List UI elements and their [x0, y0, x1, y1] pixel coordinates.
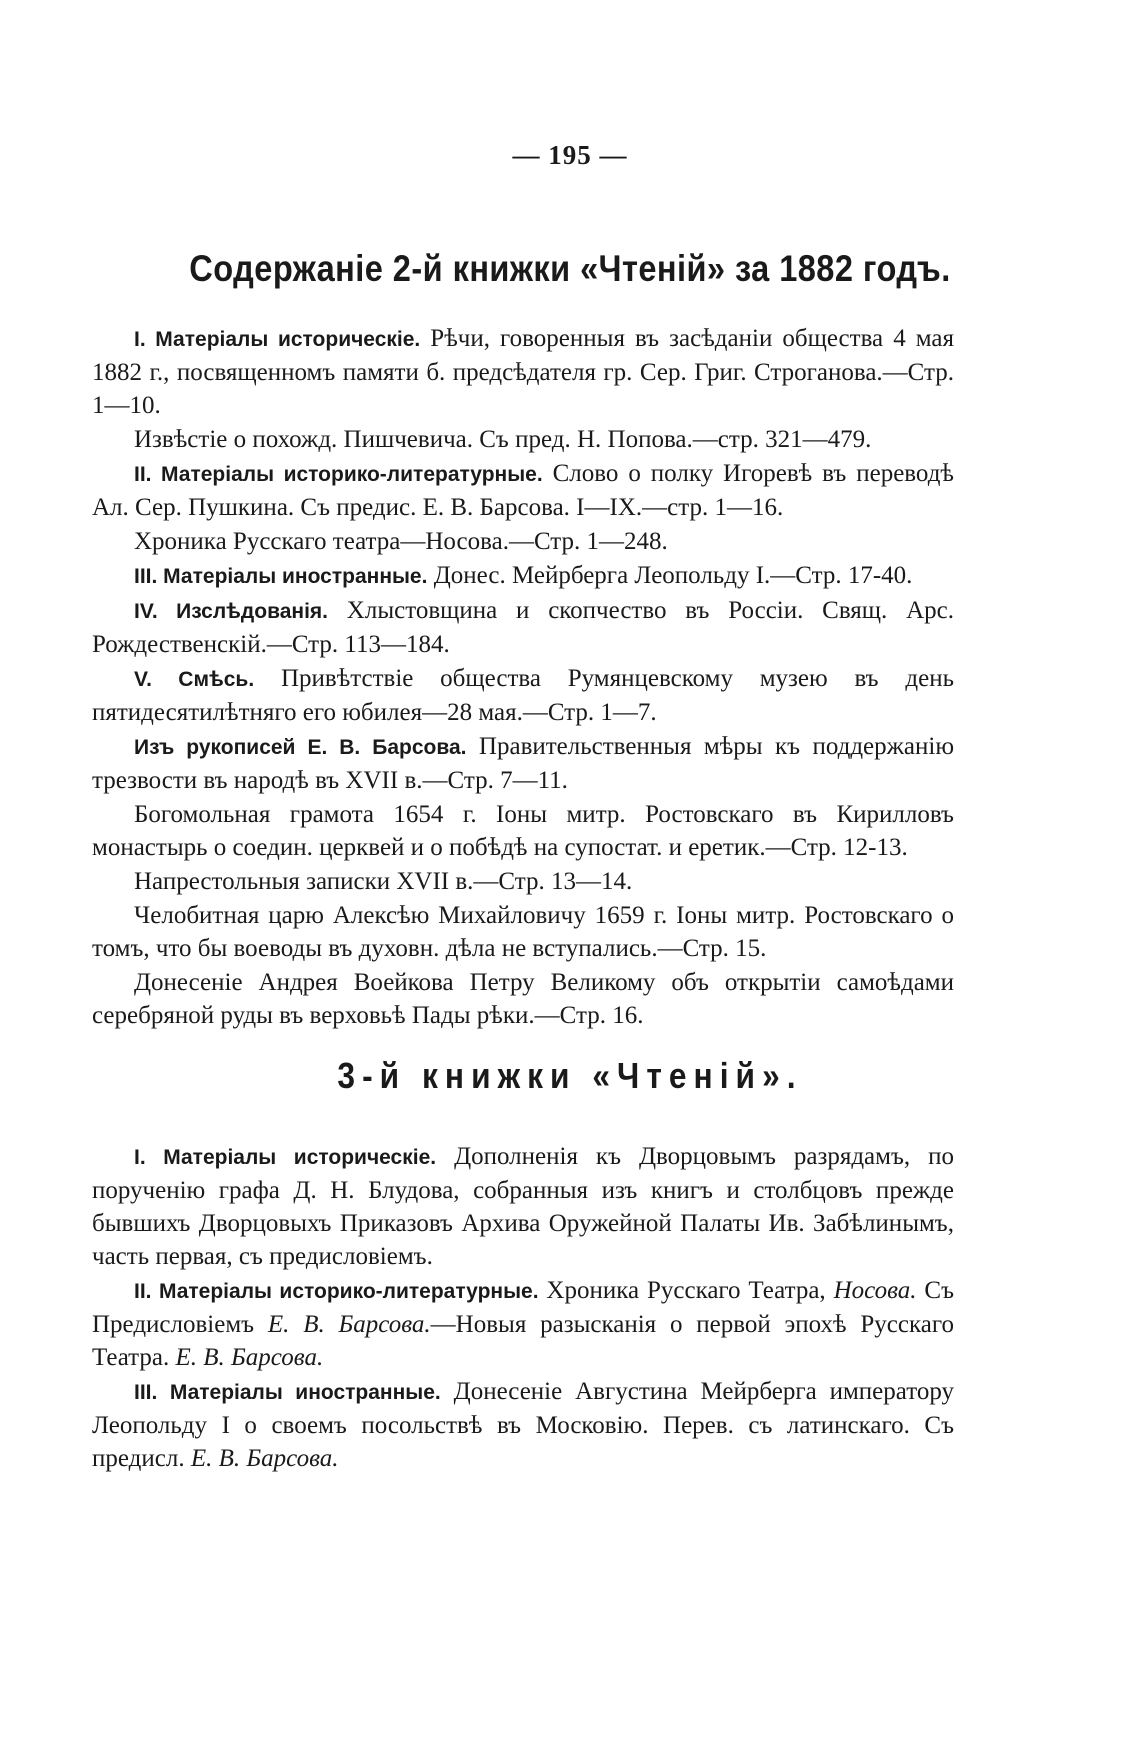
contents-book-2 [92, 322, 954, 1033]
contents-entry: II. Матеріалы историко-литературные. Хроника Русскаго Театра, Носова. Съ Предисловіемъ Е. В. Барсова.—Новыя разысканія о первой эпохѣ Русскаго Театра. Е. В. Барсова. [92, 1277, 955, 1371]
contents-entry: Хроника Русскаго театра—Носова.—Стр. 1—248. [134, 528, 668, 555]
contents-entry: Извѣстіе о похожд. Пишчевича. Съ пред. Н. Попова.—стр. 321—479. [134, 426, 872, 453]
contents-entry: V. Смѣсь. Привѣтствіе общества Румянцевскому музею въ день пятидесятилѣтняго его юбилея—28 мая.—Стр. 1—7. [92, 665, 954, 726]
contents-heading-book-2: Содержаніе 2-й книжки «Чтеній» за 1882 годъ. [189, 248, 951, 289]
contents-entry: Напрестольныя записки XVII в.—Стр. 13—14. [134, 868, 633, 895]
contents-entry: Изъ рукописей Е. В. Барсова. Правительственныя мѣры къ поддержанію трезвости въ народѣ въ XVII в.—Стр. 7—11. [92, 733, 955, 794]
contents-entry: I. Матеріалы историческіе. Дополненія къ Дворцовымъ разрядамъ, по порученію графа Д. Н. Блудова, собранныя изъ книгъ и столбцовъ прежде бывшихъ Дворцовыхъ Приказовъ Архива Оружейной Палаты Ив. Забѣлинымъ, часть первая, съ предисловіемъ. [92, 1143, 954, 1270]
page-number: — 195 — [512, 140, 628, 170]
contents-entry: III. Матеріалы иностранные. Донесеніе Августина Мейрберга императору Леопольду I о своемъ посольствѣ въ Московію. Перев. съ латинскаго. Съ предисл. Е. В. Барсова. [92, 1378, 954, 1472]
contents-entry: II. Матеріалы историко-литературные. Слово о полку Игоревѣ въ переводѣ Ал. Сер. Пушкина. Съ предис. Е. В. Барсова. I—IX.—стр. 1—16. [92, 460, 954, 521]
contents-entry: Богомольная грамота 1654 г. Іоны митр. Ростовскаго въ Кирилловъ монастырь о соедин. церквей и о побѣдѣ на супостат. и еретик.—Стр. 12-13. [92, 801, 954, 861]
contents-entry: I. Матеріалы историческіе. Рѣчи, говоренныя въ засѣданіи общества 4 мая 1882 г., посвященномъ памяти б. предсѣдателя гр. Сер. Григ. Строганова.—Стр. 1—10. [92, 325, 954, 419]
contents-entry: Челобитная царю Алексѣю Михайловичу 1659 г. Іоны митр. Ростовскаго о томъ, что бы воеводы въ духовн. дѣла не вступались.—Стр. 15. [92, 902, 954, 962]
contents-entry: IV. Изслѣдованія. Хлыстовщина и скопчество въ Россіи. Свящ. Арс. Рождественскій.—Стр. 113—184. [92, 597, 954, 658]
contents-heading-book-3: 3-й книжки «Чтеній». [337, 1055, 803, 1096]
contents-book-3 [92, 1140, 954, 1476]
contents-entry: III. Матеріалы иностранные. Донес. Мейрберга Леопольду I.—Стр. 17-40. [134, 562, 913, 589]
contents-entry: Донесеніе Андрея Воейкова Петру Великому объ открытіи самоѣдами серебряной руды въ верховьѣ Пады рѣки.—Стр. 16. [92, 969, 954, 1029]
